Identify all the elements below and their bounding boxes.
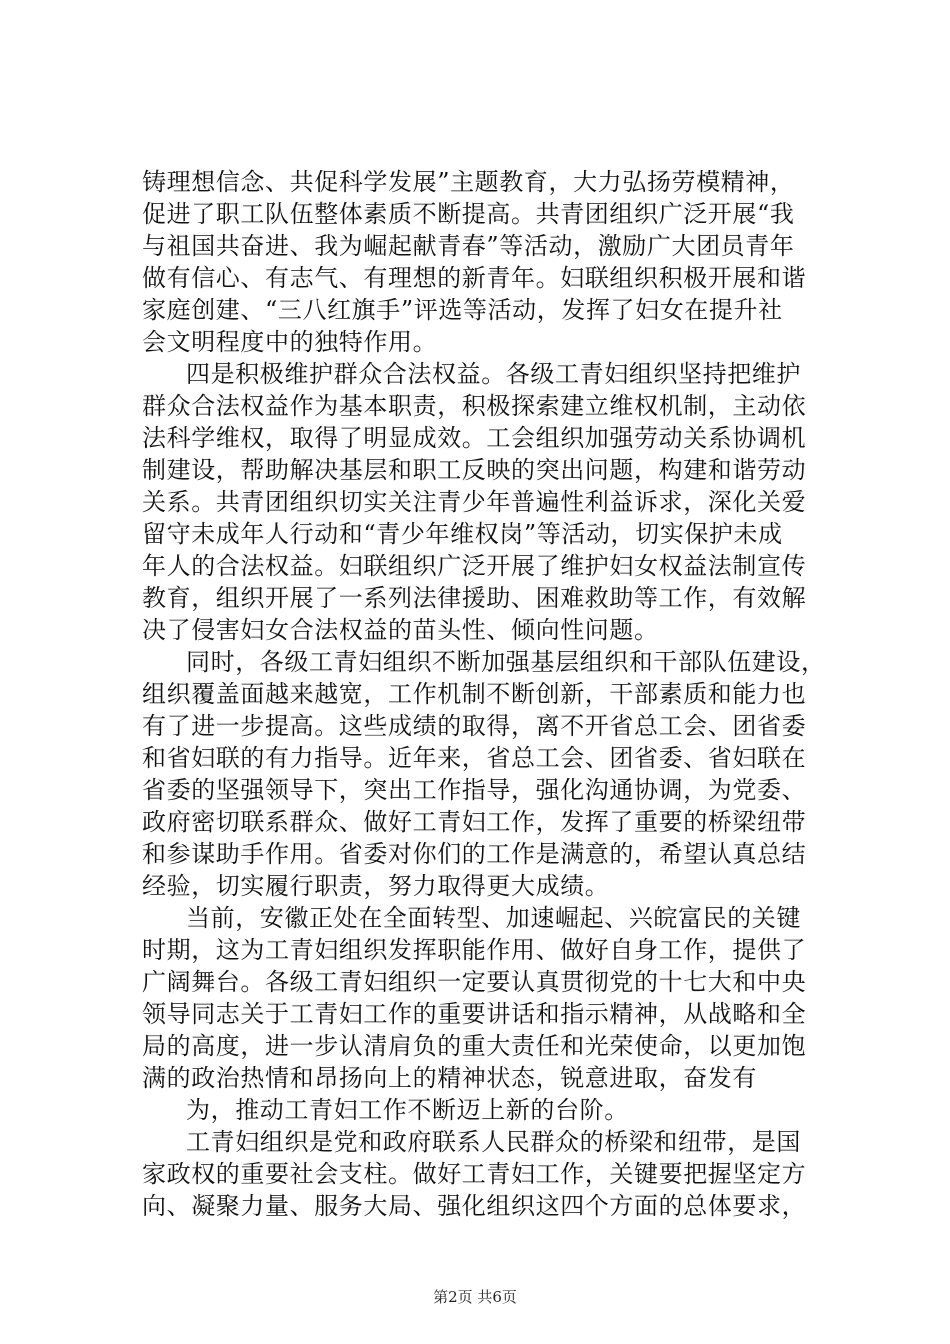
paragraph-start-line: 为，推动工青妇工作不断迈上新的台阶。 [186,1096,629,1124]
text-line: 留守未成年人行动和“青少年维权岗”等活动，切实保护未成 [142,520,783,548]
text-line: 满的政治热情和昂扬向上的精神状态，锐意进取，奋发有 [142,1064,757,1092]
text-line: 家庭创建、“三八红旗手”评选等活动，发挥了妇女在提升社 [142,296,783,324]
text-line: 与祖国共奋进、我为崛起献青春”等活动，激励广大团员青年 [142,232,795,260]
text-line: 会文明程度中的独特作用。 [142,328,438,356]
text-line: 领导同志关于工青妇工作的重要讲话和指示精神，从战略和全 [142,1000,807,1028]
text-line: 法科学维权，取得了明显成效。工会组织加强劳动关系协调机 [142,424,807,452]
text-line: 政府密切联系群众、做好工青妇工作，发挥了重要的桥梁纽带 [142,808,807,836]
text-line: 群众合法权益作为基本职责，积极探索建立维权机制，主动依 [142,392,807,420]
text-line: 制建设，帮助解决基层和职工反映的突出问题，构建和谐劳动 [142,456,807,484]
text-line: 年人的合法权益。妇联组织广泛开展了维护妇女权益法制宣传 [142,552,807,580]
text-line: 组织覆盖面越来越宽，工作机制不断创新，干部素质和能力也 [142,680,807,708]
text-line: 有了进一步提高。这些成绩的取得，离不开省总工会、团省委 [142,712,807,740]
paragraph-start-line: 工青妇组织是党和政府联系人民群众的桥梁和纽带，是国 [186,1128,801,1156]
paragraph-start-line: 当前，安徽正处在全面转型、加速崛起、兴皖富民的关键 [186,904,801,932]
text-line: 广阔舞台。各级工青妇组织一定要认真贯彻党的十七大和中央 [142,968,807,996]
text-line: 和省妇联的有力指导。近年来，省总工会、团省委、省妇联在 [142,744,807,772]
body-text [142,166,832,1222]
paragraph-start-line: 同时，各级工青妇组织不断加强基层组织和干部队伍建设， [186,648,826,676]
text-line: 做有信心、有志气、有理想的新青年。妇联组织积极开展和谐 [142,264,807,292]
text-line: 经验，切实履行职责，努力取得更大成绩。 [142,872,610,900]
text-line: 家政权的重要社会支柱。做好工青妇工作，关键要把握坚定方 [142,1160,807,1188]
text-line: 教育，组织开展了一系列法律援助、困难救助等工作，有效解 [142,584,807,612]
text-line: 时期，这为工青妇组织发挥职能作用、做好自身工作，提供了 [142,936,807,964]
text-line: 和参谋助手作用。省委对你们的工作是满意的，希望认真总结 [142,840,807,868]
text-line: 促进了职工队伍整体素质不断提高。共青团组织广泛开展“我 [142,200,795,228]
paragraph-start-line: 四是积极维护群众合法权益。各级工青妇组织坚持把维护 [186,360,801,388]
text-line: 决了侵害妇女合法权益的苗头性、倾向性问题。 [142,616,659,644]
text-line: 向、凝聚力量、服务大局、强化组织这四个方面的总体要求， [142,1192,807,1220]
text-line: 省委的坚强领导下，突出工作指导，强化沟通协调，为党委、 [142,776,807,804]
text-line: 局的高度，进一步认清肩负的重大责任和光荣使命，以更加饱 [142,1032,807,1060]
page-number-footer: 第2页 共6页 [433,1288,517,1306]
text-line: 铸理想信念、共促科学发展”主题教育，大力弘扬劳模精神， [142,168,795,196]
text-line: 关系。共青团组织切实关注青少年普遍性利益诉求，深化关爱 [142,488,807,516]
